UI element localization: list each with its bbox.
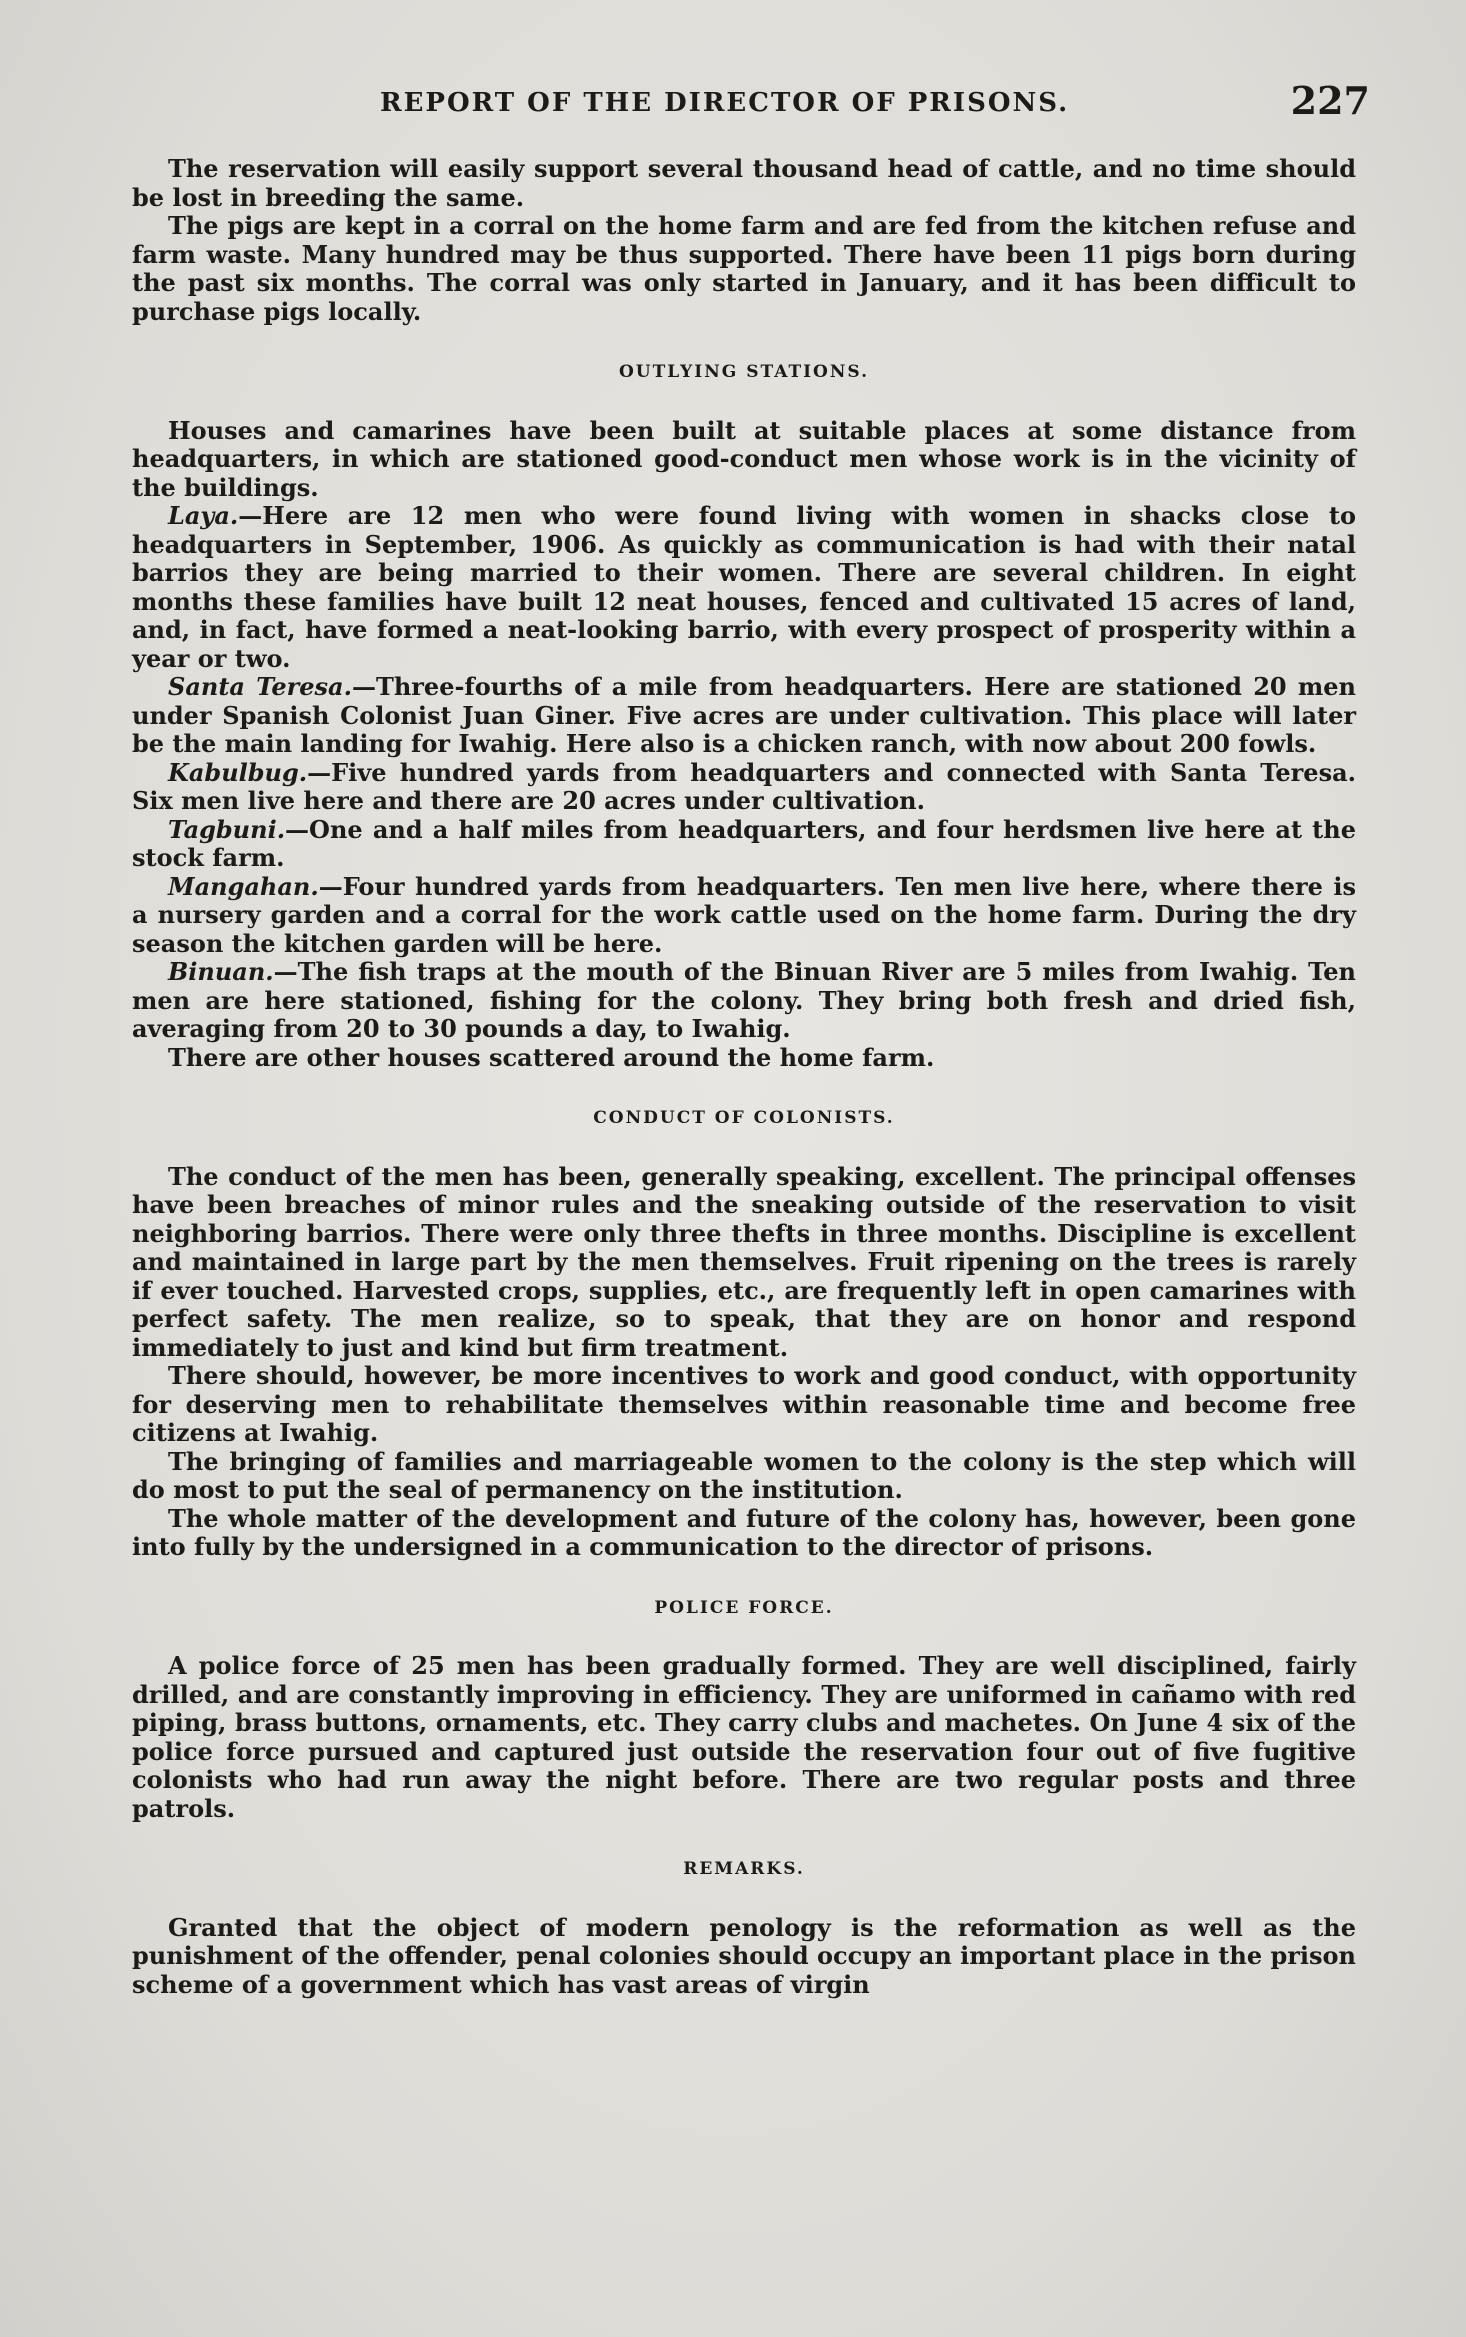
paragraph: Granted that the object of modern penology is the reformation as well as the punishment of the offender, penal colonies should occupy an important place in the prison scheme of a government which has vast areas of virgin [132, 1912, 1356, 1999]
station-name: Santa Teresa. [168, 672, 352, 701]
paragraph: The conduct of the men has been, generally speaking, excellent. The principal offenses have been breaches of minor rules and the sneaking outside of the reservation to visit neighboring barrios. There were only three thefts in three months. Discipline is excellent and maintained in large part by the men themselves. Fruit ripening on the trees is rarely if ever touched. Harvested crops, supplies, etc., are frequently left in open camarines with perfect safety. The men realize, so to speak, that they are on honor and respond immediately to just and kind but firm treatment. [132, 1161, 1356, 1362]
section-heading-police-force: POLICE FORCE. [654, 1597, 834, 1618]
station-text: —Four hundred yards from headquarters. Ten men live here, where there is a nursery garden and a corral for the work cattle used on the home farm. During the dry season the kitchen garden will be here. [132, 871, 1356, 958]
paragraph: A police force of 25 men has been gradually formed. They are well disciplined, fairly drilled, and are constantly improving in efficiency. They are uniformed in cañamo with red piping, brass buttons, ornaments, etc. They carry clubs and machetes. On June 4 six of the police force pursued and captured just outside the reservation four out of five fugitive colonists who had run away the night before. There are two regular posts and three patrols. [132, 1651, 1356, 1823]
station-paragraph-laya [132, 502, 1356, 673]
station-name: Tagbuni. [168, 814, 286, 844]
station-paragraph-santa-teresa [132, 673, 1356, 759]
station-paragraph-binuan [132, 958, 1356, 1044]
running-head: REPORT OF THE DIRECTOR OF PRISONS. [380, 88, 1070, 118]
station-text: —Here are 12 men who were found living with women in shacks close to headquarters in September, 1906. As quickly as communication is had with their natal barrios they are being married to their women. There are several children. In eight months these families have built 12 neat houses, fenced and cultivated 15 acres of land, and, in fact, have formed a neat-looking barrio, with every prospect of prosperity within a year or two. [132, 501, 1356, 673]
station-name: Mangahan. [168, 871, 319, 901]
paragraph: The bringing of families and marriageable women to the colony is the step which will do most to put the seal of permanency on the institution. [132, 1446, 1356, 1504]
station-name: Laya. [168, 501, 239, 530]
paragraph: There should, however, be more incentives to work and good conduct, with opportunity for deserving men to rehabilitate themselves within reasonable time and become free citizens at Iwahig. [132, 1361, 1356, 1447]
station-text: —The fish traps at the mouth of the Binuan River are 5 miles from Iwahig. Ten men are here stationed, fishing for the colony. They bring both fresh and dried fish, averaging from 20 to 30 pounds a day, to Iwahig. [132, 957, 1356, 1043]
station-name: Binuan. [168, 957, 274, 986]
page-header [130, 78, 1370, 134]
station-paragraph-kabulbug [132, 759, 1356, 816]
paragraph: There are other houses scattered around the home farm. [168, 1042, 935, 1072]
station-name: Kabulbug. [168, 757, 308, 787]
section-heading-conduct: CONDUCT OF COLONISTS. [593, 1108, 895, 1128]
section-heading-outlying-stations: OUTLYING STATIONS. [618, 362, 869, 382]
paragraph: The pigs are kept in a corral on the home farm and are fed from the kitchen refuse and farm waste. Many hundred may be thus supported. There have been 11 pigs born during the past six months. The corral was only started in January, and it has been difficult to purchase pigs locally. [132, 211, 1356, 326]
station-text: —One and a half miles from headquarters, and four herdsmen live here at the stock farm. [132, 814, 1356, 872]
paragraph: Houses and camarines have been built at suitable places at some distance from headquarters, in which are stationed good-conduct men whose work is in the vicinity of the buildings. [132, 415, 1356, 502]
station-paragraph-tagbuni [132, 816, 1356, 873]
page-number: 227 [1290, 78, 1370, 123]
paragraph: The whole matter of the development and future of the colony has, however, been gone into fully by the undersigned in a communication to the director of prisons. [132, 1503, 1356, 1561]
station-paragraph-mangahan [132, 873, 1356, 959]
station-text: —Five hundred yards from headquarters and connected with Santa Teresa. Six men live here and there are 20 acres under cultivation. [132, 757, 1356, 815]
station-text: —Three-fourths of a mile from headquarters. Here are stationed 20 men under Spanish Colonist Juan Giner. Five acres are under cultivation. This place will later be the main landing for Iwahig. Here also is a chicken ranch, with now about 200 fowls. [132, 672, 1357, 758]
section-heading-remarks: REMARKS. [683, 1859, 805, 1879]
body-text [132, 155, 1356, 1999]
paragraph: The reservation will easily support several thousand head of cattle, and no time should be lost in breeding the same. [132, 154, 1356, 212]
